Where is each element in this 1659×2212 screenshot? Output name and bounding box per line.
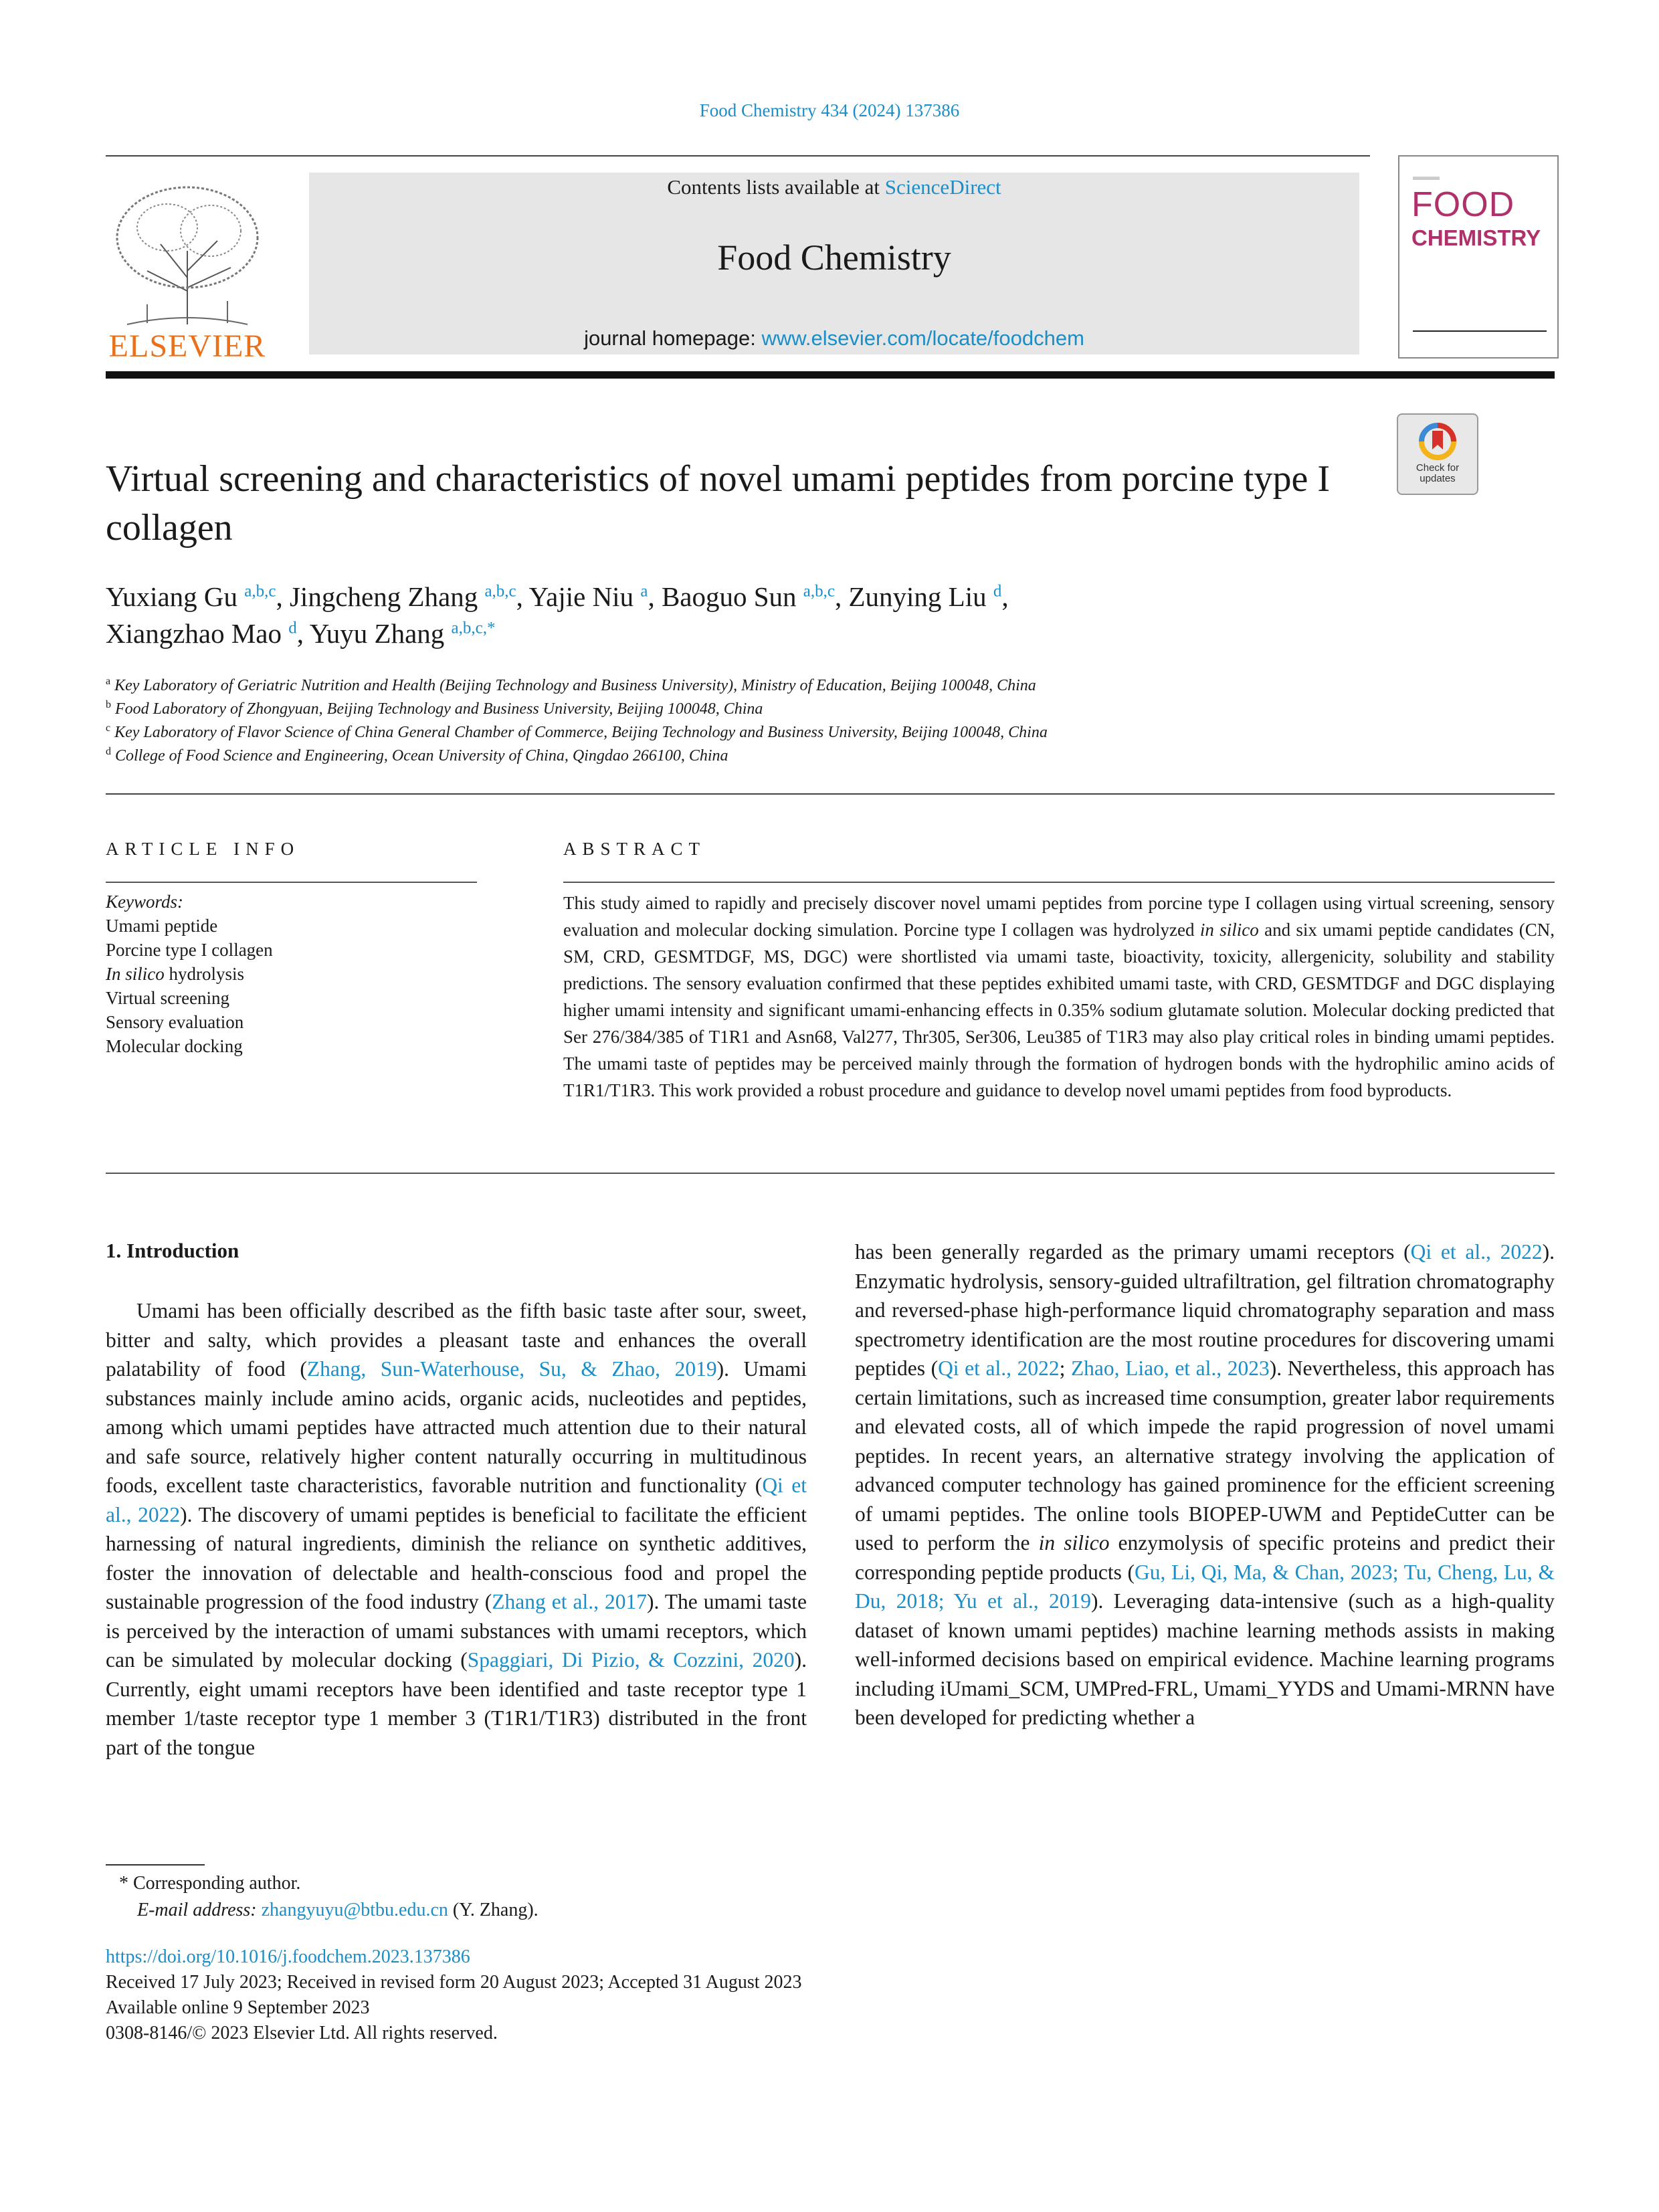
body-text: ). Nevertheless, this approach has certain limitations, such as increased time consumption, greater labor requirements and elevated costs, all of which impede the rapid progression of novel umami peptides. In recent years, an alternative strategy involving the application of advanced computer technology has gained prominence for the efficient screening of umami peptides. The online tools BIOPEP-UWM and PeptideCutter can be used to perform the bbox=[855, 1356, 1555, 1554]
contents-line bbox=[309, 175, 1359, 199]
received-dates: Received 17 July 2023; Received in revised form 20 August 2023; Accepted 31 August 2023 bbox=[106, 1972, 802, 1993]
abstract-text: This study aimed to rapidly and precisely discover novel umami peptides from porcine type I collagen using virtual screening, sensory evaluation and molecular docking simulation. Porcine type I collagen was hydrolyzed in silico and six umami peptide candidates (CN, SM, CRD, GESMTDGF, MS, DGC) were shortlisted via umami taste, bioactivity, toxicity, allergenicity, solubility and stability predictions. The sensory evaluation confirmed that these peptides exhibited umami taste, with CRD, GESMTDGF and DGC displaying higher umami intensity and significant umami-enhancing effects in 0.35% sodium glutamate solution. Molecular docking predicted that Ser 276/384/385 of T1R1 and Asn68, Val277, Thr305, Ser306, Leu385 of T1R3 may also play critical roles in binding umami peptides. The umami taste of peptides may be perceived mainly through the formation of hydrogen bonds with the hydrophilic amino acids of T1R1/T1R3. This work provided a robust procedure and guidance to develop novel umami peptides from food byproducts. bbox=[563, 893, 1555, 1100]
keywords-label: Keywords: bbox=[106, 892, 183, 912]
author-separator: , bbox=[1001, 581, 1009, 612]
keywords-block bbox=[106, 890, 480, 1058]
body-text: ; bbox=[1059, 1356, 1071, 1380]
email-link[interactable]: zhangyuyu@btbu.edu.cn bbox=[261, 1900, 448, 1920]
body-text: ). Enzymatic hydrolysis, sensory-guided ultrafiltration, gel filtration chromatography and reversed-phase high-performance liquid chromatography separation and mass spectrometry identification are the most routine procedures for discovering umami peptides ( bbox=[855, 1240, 1555, 1380]
affiliation-line bbox=[106, 721, 1410, 744]
author-name: Jingcheng Zhang bbox=[289, 581, 485, 612]
body-right-column bbox=[855, 1237, 1555, 1732]
author-separator: , bbox=[835, 581, 849, 612]
affiliation-text: College of Food Science and Engineering, Ocean University of China, Qingdao 266100, China bbox=[111, 747, 728, 765]
section-heading-introduction: 1. Introduction bbox=[106, 1239, 239, 1262]
check-for-updates-badge[interactable] bbox=[1397, 413, 1478, 495]
body-text: ). The discovery of umami peptides is beneficial to facilitate the efficient harnessing of natural ingredients, diminish the reliance on synthetic additives, foster the innovation of delectable and health-conscious food and propel the sustainable progression of the food industry ( bbox=[106, 1502, 807, 1613]
citation-link[interactable]: Zhang et al., 2017 bbox=[492, 1590, 647, 1613]
email-suffix: (Y. Zhang). bbox=[448, 1900, 539, 1920]
keyword-item: Molecular docking bbox=[106, 1036, 243, 1056]
check-for-updates-label: Check for updates bbox=[1416, 462, 1460, 484]
author-affiliation-marks[interactable]: a bbox=[640, 582, 648, 601]
author-separator: , bbox=[516, 581, 529, 612]
email-footnote bbox=[137, 1897, 539, 1924]
citation-link[interactable]: Qi et al., 2022 bbox=[938, 1356, 1060, 1380]
homepage-label: journal homepage: bbox=[584, 326, 762, 350]
citation-link[interactable]: Qi et al., 2022 bbox=[1410, 1240, 1543, 1264]
author-affiliation-marks[interactable]: d bbox=[288, 619, 297, 637]
citation-link[interactable]: Gu, Li, Qi, Ma, & Chan, 2023; Tu, Cheng, Lu, & Du, 2018; Yu et al., 2019 bbox=[855, 1560, 1555, 1613]
author-name: Zunying Liu bbox=[848, 581, 993, 612]
affiliation-text: Key Laboratory of Geriatric Nutrition and Health (Beijing Technology and Business University), Ministry of Education, Beijing 100048, China bbox=[110, 677, 1036, 694]
body-text: ). The umami taste is perceived by the interaction of umami substances with umami receptors, which can be simulated by molecular docking ( bbox=[106, 1590, 807, 1672]
homepage-line bbox=[309, 326, 1359, 350]
masthead-thick-rule bbox=[106, 371, 1555, 379]
author-affiliation-marks[interactable]: a,b,c bbox=[803, 582, 835, 601]
bookmark-refresh-icon bbox=[1419, 421, 1456, 462]
affiliation-line bbox=[106, 698, 1410, 721]
homepage-url-link[interactable]: www.elsevier.com/locate/foodchem bbox=[761, 326, 1084, 350]
affiliation-text: Food Laboratory of Zhongyuan, Beijing Technology and Business University, Beijing 100048, China bbox=[111, 700, 763, 718]
header-rule bbox=[106, 155, 1370, 157]
author-affiliation-marks[interactable]: d bbox=[993, 582, 1002, 601]
citation-link[interactable]: Zhao, Liao, et al., 2023 bbox=[1070, 1356, 1270, 1380]
author-separator: , bbox=[648, 581, 662, 612]
abstract-italic-term: in silico bbox=[1199, 920, 1259, 940]
cover-decoration bbox=[1413, 177, 1440, 180]
keyword-item: Sensory evaluation bbox=[106, 1012, 244, 1032]
affiliation-line bbox=[106, 744, 1410, 768]
body-text: Umami has been officially described as the fifth basic taste after sour, sweet, bitter and salty, which provides a pleasant taste and enhances the overall palatability of food ( bbox=[106, 1299, 807, 1381]
masthead bbox=[309, 173, 1359, 355]
italic-term: in silico bbox=[1038, 1531, 1110, 1554]
citation-link[interactable]: Qi et al., 2022 bbox=[106, 1474, 807, 1526]
author-affiliation-marks[interactable]: a,b,c bbox=[244, 582, 276, 601]
body-left-column bbox=[106, 1296, 807, 1762]
keyword-item: Porcine type I collagen bbox=[106, 940, 273, 960]
body-text: ). Leveraging data-intensive (such as a high-quality dataset of known umami peptides) machine learning methods assists in making well-informed decisions based on empirical evidence. Machine learning programs including iUmami_SCM, UMPred-FRL, Umami_YYDS and Umami-MRNN have been developed for predicting whether a bbox=[855, 1589, 1555, 1729]
cover-title-chemistry: CHEMISTRY bbox=[1411, 225, 1541, 250]
abstract-bottom-rule bbox=[106, 1173, 1555, 1174]
doi-link[interactable]: https://doi.org/10.1016/j.foodchem.2023.137386 bbox=[106, 1946, 470, 1967]
author-separator: , bbox=[276, 581, 290, 612]
article-title: Virtual screening and characteristics of novel umami peptides from porcine type I collagen bbox=[106, 458, 1330, 548]
body-text: ). Currently, eight umami receptors have been identified and taste receptor type 1 member 1/taste receptor type 1 member 3 (T1R1/T1R3) distributed in the front part of the tongue bbox=[106, 1648, 807, 1759]
affiliation-mark: d bbox=[106, 746, 111, 757]
author-affiliation-marks[interactable]: a,b,c,* bbox=[451, 619, 496, 637]
sciencedirect-link[interactable]: ScienceDirect bbox=[884, 175, 1001, 199]
author-name: Yuyu Zhang bbox=[309, 618, 452, 649]
elsevier-wordmark: ELSEVIER bbox=[108, 328, 266, 364]
author-name: Yuxiang Gu bbox=[106, 581, 245, 612]
affiliation-mark: b bbox=[106, 699, 111, 710]
body-text: ). Umami substances mainly include amino acids, organic acids, nucleotides and peptides, among which umami peptides have attracted much attention due to their natural and safe source, relatively higher content naturally occurring in multitudinous foods, excellent taste characteristics, favorable nutrition and functionality ( bbox=[106, 1357, 807, 1497]
citation-link[interactable]: Zhang, Sun-Waterhouse, Su, & Zhao, 2019 bbox=[306, 1357, 717, 1381]
author-separator: , bbox=[296, 618, 310, 649]
body-text: has been generally regarded as the primary umami receptors ( bbox=[855, 1240, 1411, 1264]
author-name: Baoguo Sun bbox=[661, 581, 803, 612]
abstract-heading: ABSTRACT bbox=[563, 839, 706, 859]
available-online-date: Available online 9 September 2023 bbox=[106, 1997, 370, 2018]
cover-footer-line bbox=[1413, 330, 1547, 332]
footnote-rule bbox=[106, 1864, 205, 1866]
keyword-item: Virtual screening bbox=[106, 988, 230, 1008]
abstract-rule bbox=[563, 882, 1555, 883]
affiliation-mark: c bbox=[106, 722, 111, 734]
article-info-rule bbox=[106, 882, 477, 883]
affiliation-line bbox=[106, 674, 1410, 698]
copyright-line: 0308-8146/© 2023 Elsevier Ltd. All rights reserved. bbox=[106, 2023, 498, 2043]
keyword-item: Umami peptide bbox=[106, 916, 218, 936]
author-name: Yajie Niu bbox=[528, 581, 641, 612]
email-label: E-mail address: bbox=[137, 1900, 262, 1920]
affiliations bbox=[106, 674, 1410, 768]
cover-title-food: FOOD bbox=[1411, 185, 1515, 224]
journal-title: Food Chemistry bbox=[717, 237, 951, 278]
author-list bbox=[106, 579, 1377, 652]
corresponding-author-note: * Corresponding author. bbox=[119, 1873, 301, 1894]
article-info-heading: ARTICLE INFO bbox=[106, 839, 300, 859]
contents-prefix: Contents lists available at bbox=[667, 175, 885, 199]
journal-reference-link[interactable]: Food Chemistry 434 (2024) 137386 bbox=[699, 100, 960, 120]
citation-link[interactable]: Spaggiari, Di Pizio, & Cozzini, 2020 bbox=[467, 1648, 795, 1672]
affiliation-text: Key Laboratory of Flavor Science of China General Chamber of Commerce, Beijing Technology and Business University, Beijing 100048, China bbox=[110, 724, 1048, 741]
author-name: Xiangzhao Mao bbox=[106, 618, 289, 649]
affiliation-mark: a bbox=[106, 676, 111, 687]
section-rule bbox=[106, 793, 1555, 795]
author-affiliation-marks[interactable]: a,b,c bbox=[484, 582, 516, 601]
keyword-item: In silico hydrolysis bbox=[106, 964, 245, 984]
keyword-italic-part: In silico bbox=[106, 964, 165, 984]
journal-cover-thumbnail[interactable] bbox=[1398, 155, 1559, 359]
body-text: enzymolysis of specific proteins and predict their corresponding peptide products ( bbox=[855, 1531, 1555, 1584]
